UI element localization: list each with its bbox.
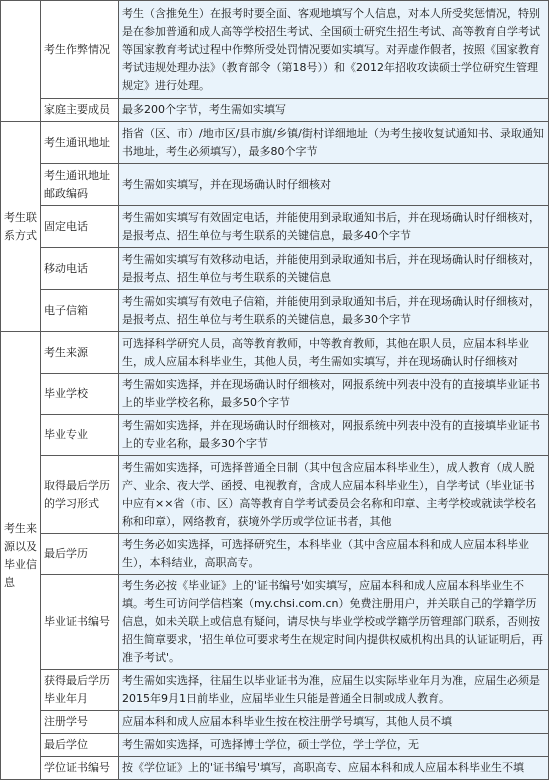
field-label: 学位证书编号 <box>41 757 119 780</box>
field-description: 考生需如实选择，往届生以毕业证书为准，应届生以实际毕业年月为准，应届生必须是2015年9月1日前毕业，应届毕业生只能是普通全日制或成人教育。 <box>119 670 549 711</box>
table-row <box>1 670 549 711</box>
field-label: 毕业学校 <box>41 374 119 415</box>
field-label: 毕业专业 <box>41 415 119 456</box>
field-label: 家庭主要成员 <box>41 99 119 122</box>
table-row <box>1 534 549 575</box>
field-label: 获得最后学历毕业年月 <box>41 670 119 711</box>
field-description: 考生需如实填写，并在现场确认时仔细核对 <box>119 164 549 206</box>
table-row <box>1 374 549 415</box>
field-label: 考生作弊情况 <box>41 1 119 99</box>
group-contact: 考生联系方式 <box>1 122 41 332</box>
group-source: 考生来源以及毕业信息 <box>1 332 41 780</box>
table-row <box>1 711 549 734</box>
field-label: 考生通讯地址邮政编码 <box>41 164 119 206</box>
table-row <box>1 734 549 757</box>
table-row <box>1 415 549 456</box>
table-row <box>1 757 549 780</box>
field-description: 最多200个字节，考生需如实填写 <box>119 99 549 122</box>
field-description: 考生需如实填写有效固定电话，并能使用到录取通知书后，并在现场确认时仔细核对，是报考点、招生单位与考生联系的关键信息，最多40个字节 <box>119 206 549 248</box>
field-label: 毕业证书编号 <box>41 575 119 670</box>
field-description: 按《学位证》上的'证书编号'填写，高职高专、应届本科和成人应届本科毕业生不填 <box>119 757 549 780</box>
field-label: 注册学号 <box>41 711 119 734</box>
field-description: 考生需如实选择，可选择博士学位，硕士学位，学士学位，无 <box>119 734 549 757</box>
table-row <box>1 164 549 206</box>
table-row <box>1 575 549 670</box>
table-row <box>1 99 549 122</box>
field-label: 最后学历 <box>41 534 119 575</box>
group-cell <box>1 1 41 122</box>
field-description: 应届本科和成人应届本科毕业生按在校注册学号填写，其他人员不填 <box>119 711 549 734</box>
table-row <box>1 206 549 248</box>
field-label: 最后学位 <box>41 734 119 757</box>
field-description: 可选择科学研究人员，高等教育教师，中等教育教师，其他在职人员，应届本科毕业生，成人应届本科毕业生，其他人员，考生需如实填写，并在现场确认时仔细核对 <box>119 332 549 374</box>
field-label: 固定电话 <box>41 206 119 248</box>
field-description: 考生需如实选择，并在现场确认时仔细核对，网报系统中列表中没有的直接填毕业证书上的专业名称，最多30个字节 <box>119 415 549 456</box>
field-label: 考生来源 <box>41 332 119 374</box>
field-label: 取得最后学历的学习形式 <box>41 456 119 534</box>
field-label: 移动电话 <box>41 248 119 290</box>
field-description: 考生务必如实选择，可选择研究生，本科毕业（其中含应届本科和成人应届本科毕业生），本科结业，高职高专。 <box>119 534 549 575</box>
table-row <box>1 122 549 164</box>
field-description: 考生需如实选择，并在现场确认时仔细核对，网报系统中列表中没有的直接填毕业证书上的毕业学校名称，最多50个字节 <box>119 374 549 415</box>
field-description: 考生需如实填写有效电子信箱，并能使用到录取通知书后，并在现场确认时仔细核对，是报考点、招生单位与考生联系的关键信息，最多30个字节 <box>119 290 549 332</box>
field-description: 考生需如实选择，可选择普通全日制（其中包含应届本科毕业生），成人教育（成人脱产、业余、夜大学、函授、电视教育，含成人应届本科毕业生），自学考试（毕业证书中应有××省（市、区）高等教育自学考试委员会名称和印章、主考学校或就读学校名称和印章），网络教育，获境外学历或学位证书者，其他 <box>119 456 549 534</box>
field-label: 电子信箱 <box>41 290 119 332</box>
field-description: 考生务必按《毕业证》上的'证书编号'如实填写，应届本科和成人应届本科毕业生不填。考生可访问学信档案（my.chsi.com.cn）免费注册用户，并关联自己的学籍学历信息，如未关联上或信息有疑问，请尽快与毕业学校或学籍学历管理部门联系，否则按招生简章要求，'招生单位可要求考生在规定时间内提供权威机构出具的认证证明后，再准予考试'。 <box>119 575 549 670</box>
field-description: 指省（区、市）/地市区/县市旗/乡镇/街村详细地址（为考生接收复试通知书、录取通知书地址，考生必须填写），最多80个字节 <box>119 122 549 164</box>
field-description: 考生（含推免生）在报考时要全面、客观地填写个人信息，对本人所受奖惩情况，特别是在参加普通和成人高等学校招生考试、全国硕士研究生招生考试、高等教育自学考试等国家教育考试过程中作弊所受处罚情况要如实填写。对弄虚作假者，按照《国家教育考试违规处理办法》（教育部令（第18号））和《2012年招收攻读硕士学位研究生管理规定》进行处理。 <box>119 1 549 99</box>
table-row <box>1 1 549 99</box>
table-row <box>1 332 549 374</box>
field-label: 考生通讯地址 <box>41 122 119 164</box>
table-row <box>1 456 549 534</box>
table-row <box>1 290 549 332</box>
table-row <box>1 248 549 290</box>
field-description: 考生需如实填写有效移动电话，并能使用到录取通知书后，并在现场确认时仔细核对，是报考点、招生单位与考生联系的关键信息 <box>119 248 549 290</box>
